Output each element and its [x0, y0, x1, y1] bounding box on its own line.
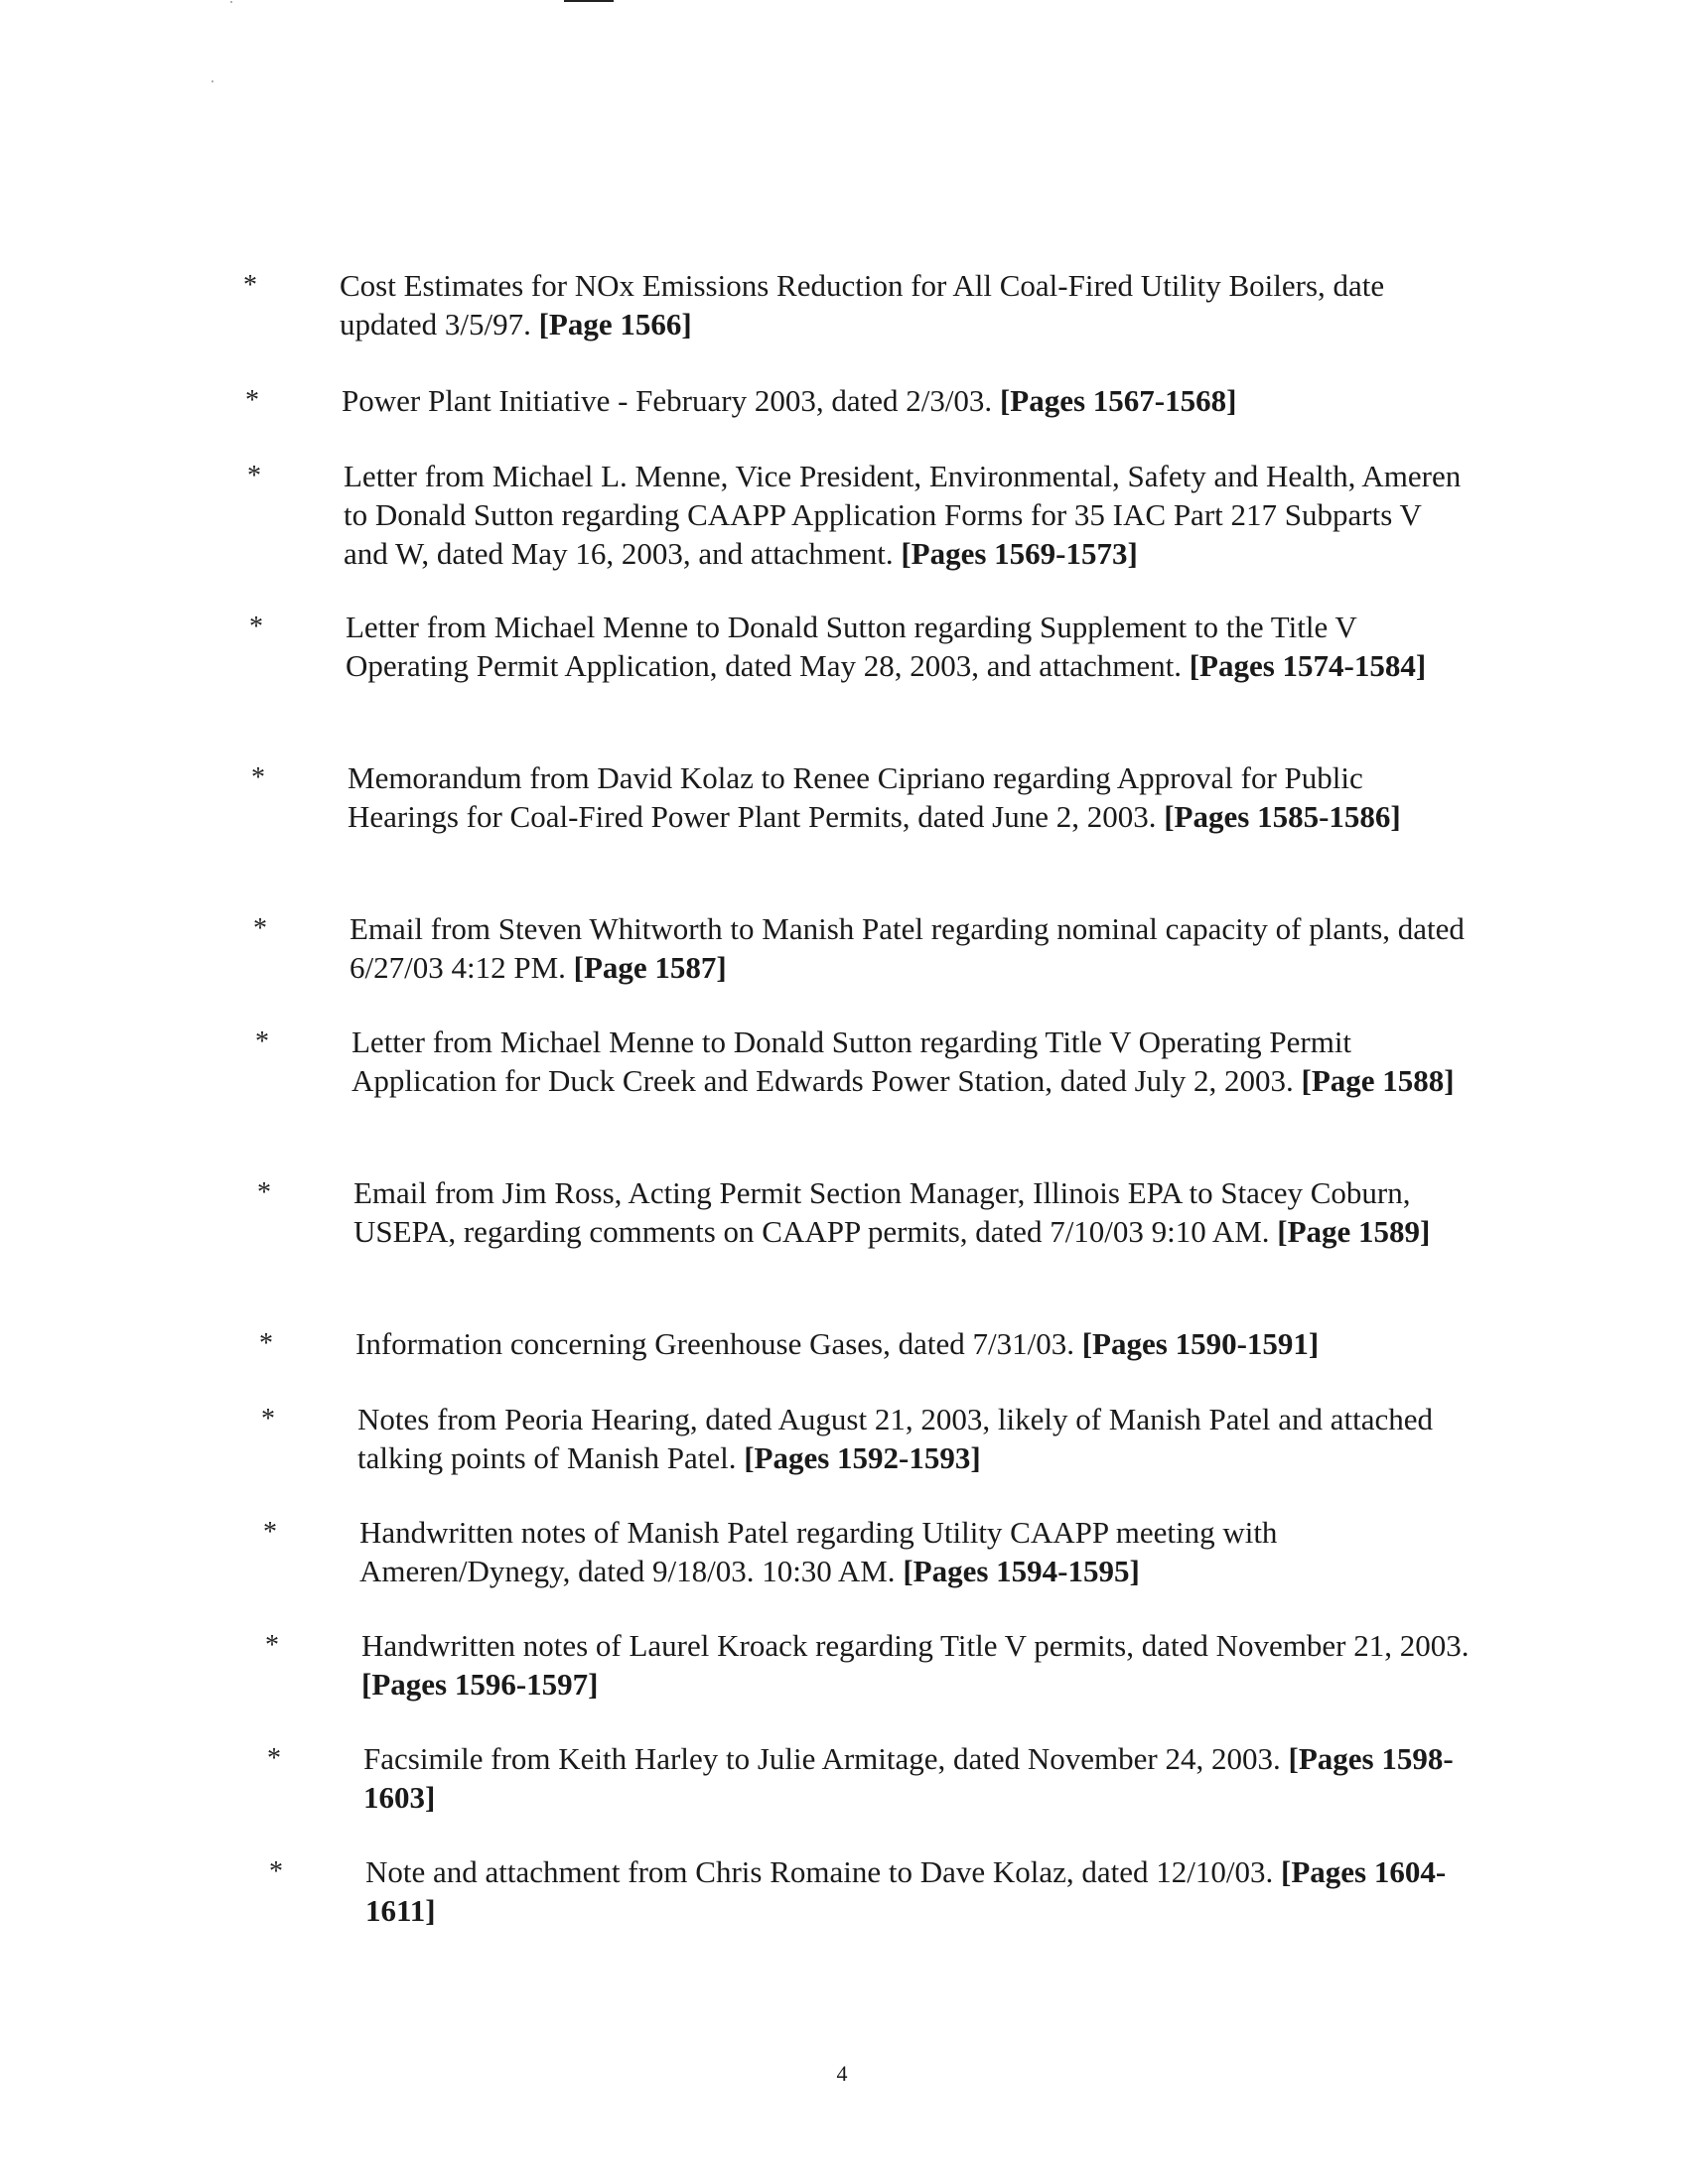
- page-reference: [Pages 1604-1611]: [365, 1854, 1447, 1928]
- page-reference: [Pages 1569-1573]: [901, 536, 1138, 571]
- entry-text: Letter from Michael Menne to Donald Sutton regarding Title V Operating Permit Application for Duck Creek and Edwards Power Station, dated July 2, 2003.: [351, 1024, 1352, 1098]
- list-item: [344, 457, 1466, 573]
- list-item: [348, 758, 1470, 836]
- page-reference: [Pages 1594-1595]: [903, 1554, 1140, 1588]
- list-item: [342, 381, 1464, 420]
- list-bullet: *: [243, 270, 257, 301]
- page-reference: [Pages 1596-1597]: [361, 1667, 599, 1702]
- scan-speck: [230, 1, 232, 3]
- page-reference: [Page 1589]: [1277, 1214, 1431, 1249]
- entry-text: Notes from Peoria Hearing, dated August 21, 2003, likely of Manish Patel and attached talking points of Manish Patel.: [357, 1402, 1434, 1475]
- list-bullet: *: [259, 1328, 273, 1359]
- page-number: 4: [836, 2061, 848, 2086]
- list-item: [355, 1324, 1477, 1363]
- list-item: [363, 1739, 1485, 1817]
- top-rule: [564, 0, 614, 2]
- list-bullet: *: [267, 1743, 281, 1774]
- entry-text: Letter from Michael Menne to Donald Sutton regarding Supplement to the Title V Operating Permit Application, dated May 28, 2003, and attachment.: [346, 610, 1357, 683]
- list-bullet: *: [245, 385, 259, 416]
- entry-text: Letter from Michael L. Menne, Vice President, Environmental, Safety and Health, Ameren to Donald Sutton regarding CAAPP Application Forms for 35 IAC Part 217 Subparts V and W, dated May 16, 2003, and attachment.: [344, 459, 1462, 571]
- page-reference: [Pages 1585-1586]: [1164, 799, 1401, 834]
- list-item: [357, 1400, 1479, 1477]
- list-item: [359, 1513, 1481, 1590]
- page-reference: [Page 1588]: [1301, 1063, 1455, 1098]
- list-bullet: *: [255, 1026, 269, 1057]
- list-bullet: *: [261, 1404, 275, 1434]
- entry-text: Power Plant Initiative - February 2003, dated 2/3/03.: [342, 383, 993, 418]
- list-bullet: *: [265, 1630, 279, 1661]
- entry-text: Email from Steven Whitworth to Manish Patel regarding nominal capacity of plants, dated 6/27/03 4:12 PM.: [350, 911, 1465, 985]
- list-bullet: *: [257, 1177, 271, 1208]
- entry-text: Email from Jim Ross, Acting Permit Section Manager, Illinois EPA to Stacey Coburn, USEPA, regarding comments on CAAPP permits, dated 7/10/03 9:10 AM.: [353, 1175, 1411, 1249]
- list-item: [346, 608, 1468, 685]
- entry-text: Handwritten notes of Laurel Kroack regarding Title V permits, dated November 21, 2003.: [361, 1628, 1470, 1663]
- entry-text: Memorandum from David Kolaz to Renee Cipriano regarding Approval for Public Hearings for Coal-Fired Power Plant Permits, dated June 2, 2003.: [348, 760, 1363, 834]
- list-bullet: *: [269, 1856, 283, 1887]
- entry-text: Note and attachment from Chris Romaine to Dave Kolaz, dated 12/10/03.: [365, 1854, 1274, 1889]
- page-reference: [Page 1566]: [538, 307, 692, 341]
- page-reference: [Page 1587]: [573, 950, 727, 985]
- entry-text: Handwritten notes of Manish Patel regarding Utility CAAPP meeting with Ameren/Dynegy, dated 9/18/03. 10:30 AM.: [359, 1515, 1278, 1588]
- page-reference: [Pages 1574-1584]: [1189, 648, 1427, 683]
- page-reference: [Pages 1598-1603]: [363, 1741, 1454, 1815]
- entry-text: Information concerning Greenhouse Gases, dated 7/31/03.: [355, 1326, 1074, 1361]
- list-item: [351, 1023, 1474, 1100]
- entry-text: Facsimile from Keith Harley to Julie Armitage, dated November 24, 2003.: [363, 1741, 1281, 1776]
- list-bullet: *: [249, 612, 263, 642]
- list-item: [365, 1852, 1487, 1930]
- page-reference: [Pages 1590-1591]: [1081, 1326, 1320, 1361]
- list-bullet: *: [247, 461, 261, 491]
- page-reference: [Pages 1592-1593]: [744, 1440, 981, 1475]
- list-item: [340, 266, 1462, 343]
- list-item: [361, 1626, 1483, 1704]
- page-reference: [Pages 1567-1568]: [999, 383, 1237, 418]
- entry-text: Cost Estimates for NOx Emissions Reduction for All Coal-Fired Utility Boilers, date updated 3/5/97.: [340, 268, 1385, 341]
- list-bullet: *: [253, 913, 267, 944]
- scan-speck: [211, 80, 213, 82]
- list-item: [350, 909, 1472, 987]
- list-bullet: *: [263, 1517, 277, 1548]
- list-item: [353, 1173, 1475, 1251]
- list-bullet: *: [251, 762, 265, 793]
